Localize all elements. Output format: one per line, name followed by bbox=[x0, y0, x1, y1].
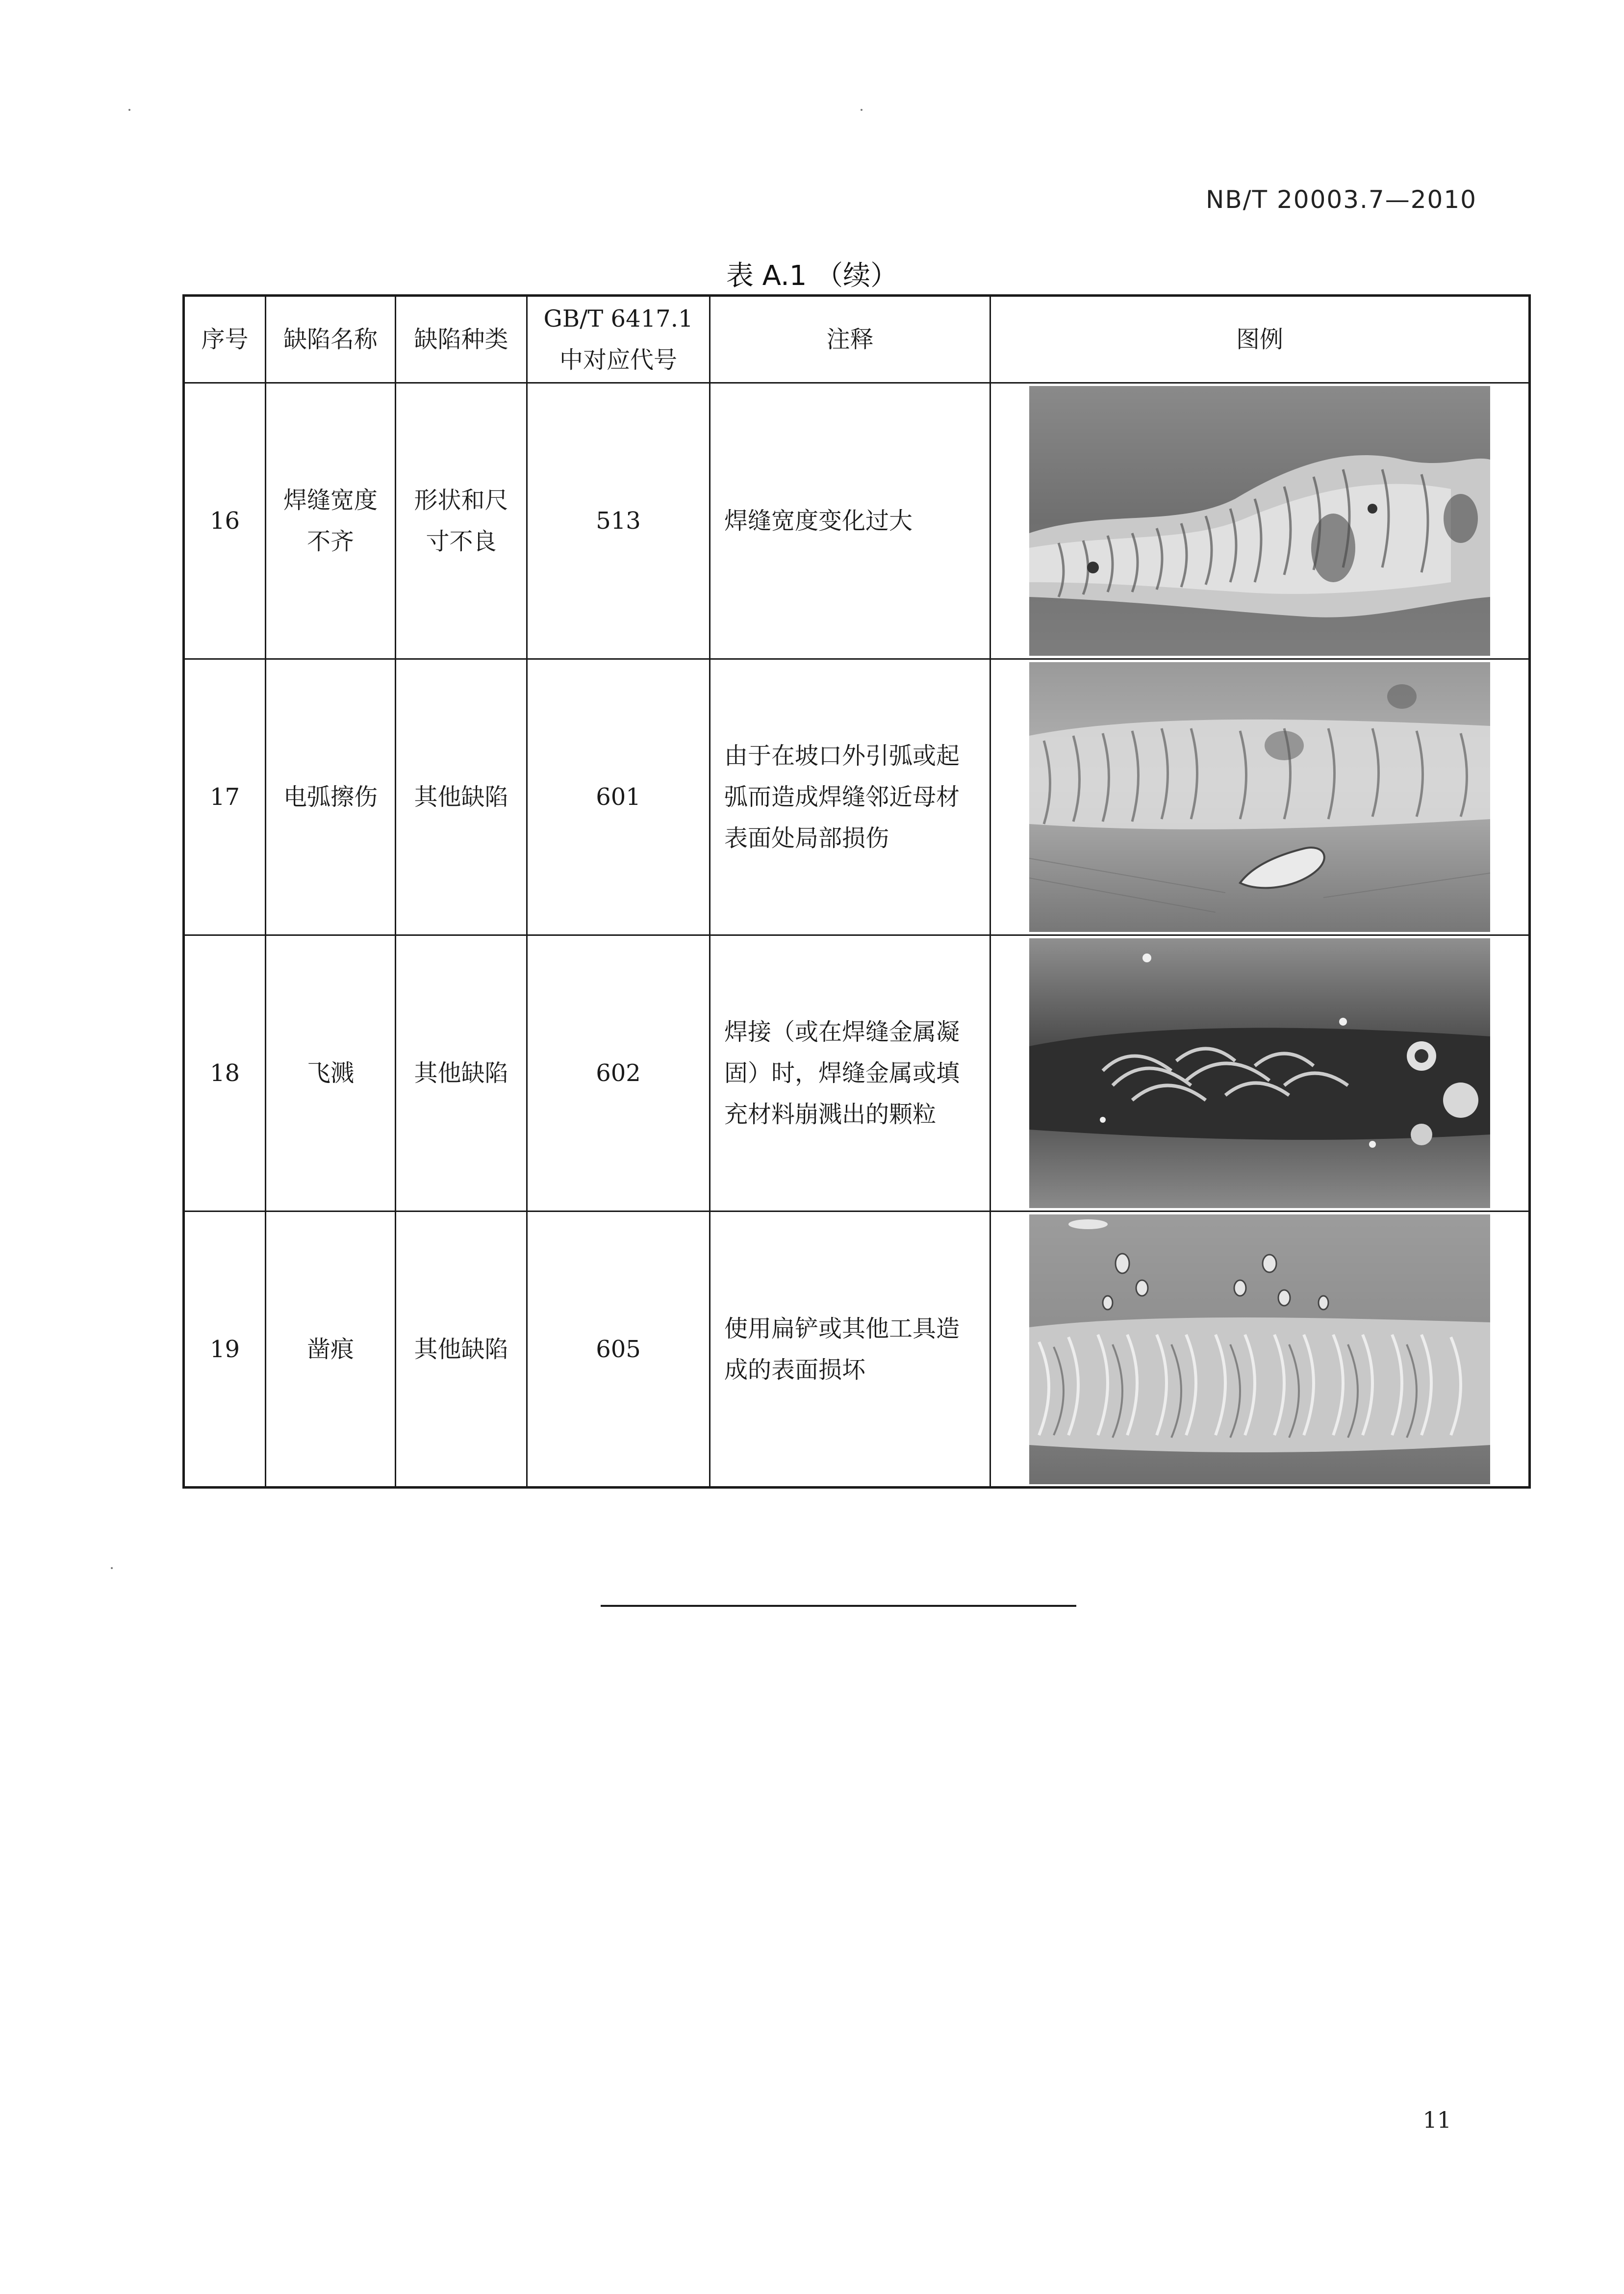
weld-width-irregular-photo bbox=[1029, 386, 1490, 656]
defect-type-line: 其他缺陷 bbox=[414, 783, 508, 811]
cell-gb-code: 602 bbox=[527, 935, 710, 1211]
header-defect-type: 缺陷种类 bbox=[396, 296, 527, 383]
cell-seq: 18 bbox=[184, 935, 266, 1211]
page-number: 11 bbox=[1422, 2107, 1451, 2133]
cell-defect-name bbox=[266, 935, 396, 1211]
cell-image bbox=[990, 1211, 1530, 1488]
cell-seq: 19 bbox=[184, 1211, 266, 1488]
cell-image bbox=[990, 659, 1530, 935]
cell-gb-code: 601 bbox=[527, 659, 710, 935]
scan-speck bbox=[128, 109, 130, 111]
cell-note: 焊接（或在焊缝金属凝固）时，焊缝金属或填充材料崩溅出的颗粒 bbox=[710, 935, 990, 1211]
cell-defect-type bbox=[396, 659, 527, 935]
table-row bbox=[184, 659, 1530, 935]
defect-type-line: 其他缺陷 bbox=[414, 1059, 508, 1087]
cell-defect-name bbox=[266, 383, 396, 659]
defect-type-line: 其他缺陷 bbox=[414, 1335, 508, 1363]
end-of-standard-rule bbox=[601, 1605, 1076, 1607]
document-number: NB/T 20003.7—2010 bbox=[1206, 185, 1477, 214]
header-defect-name: 缺陷名称 bbox=[266, 296, 396, 383]
cell-image bbox=[990, 935, 1530, 1211]
defect-name-line: 电弧擦伤 bbox=[283, 783, 378, 811]
cell-defect-name bbox=[266, 659, 396, 935]
cell-note: 由于在坡口外引弧或起弧而造成焊缝邻近母材表面处局部损伤 bbox=[710, 659, 990, 935]
defect-type-line: 形状和尺 bbox=[414, 487, 508, 514]
defect-name-line: 焊缝宽度 bbox=[283, 487, 378, 514]
chipping-mark-photo bbox=[1029, 1214, 1490, 1484]
defect-type-line: 寸不良 bbox=[426, 528, 497, 555]
cell-seq: 17 bbox=[184, 659, 266, 935]
table-row bbox=[184, 935, 1530, 1211]
cell-gb-code: 513 bbox=[527, 383, 710, 659]
defect-name-line: 不齐 bbox=[306, 528, 354, 555]
header-seq: 序号 bbox=[184, 296, 266, 383]
cell-seq: 16 bbox=[184, 383, 266, 659]
table-caption: 表 A.1 （续） bbox=[726, 260, 898, 292]
header-gb-code-line1: GB/T 6417.1 bbox=[543, 305, 693, 333]
cell-note: 使用扁铲或其他工具造成的表面损坏 bbox=[710, 1211, 990, 1488]
header-gb-code bbox=[527, 296, 710, 383]
cell-defect-type bbox=[396, 935, 527, 1211]
defect-name-line: 凿痕 bbox=[306, 1335, 354, 1363]
spatter-photo bbox=[1029, 938, 1490, 1208]
table-row bbox=[184, 383, 1530, 659]
arc-strike-photo bbox=[1029, 662, 1490, 932]
table-row bbox=[184, 1211, 1530, 1488]
scan-speck bbox=[861, 109, 863, 111]
cell-note: 焊缝宽度变化过大 bbox=[710, 383, 990, 659]
defect-table bbox=[182, 294, 1531, 1489]
cell-image bbox=[990, 383, 1530, 659]
header-note: 注释 bbox=[710, 296, 990, 383]
scan-speck bbox=[111, 1567, 113, 1569]
defect-name-line: 飞溅 bbox=[306, 1059, 354, 1087]
table-header-row bbox=[184, 296, 1530, 383]
cell-gb-code: 605 bbox=[527, 1211, 710, 1488]
cell-defect-type bbox=[396, 1211, 527, 1488]
cell-defect-name bbox=[266, 1211, 396, 1488]
header-image: 图例 bbox=[990, 296, 1530, 383]
cell-defect-type bbox=[396, 383, 527, 659]
header-gb-code-line2: 中对应代号 bbox=[559, 346, 677, 374]
